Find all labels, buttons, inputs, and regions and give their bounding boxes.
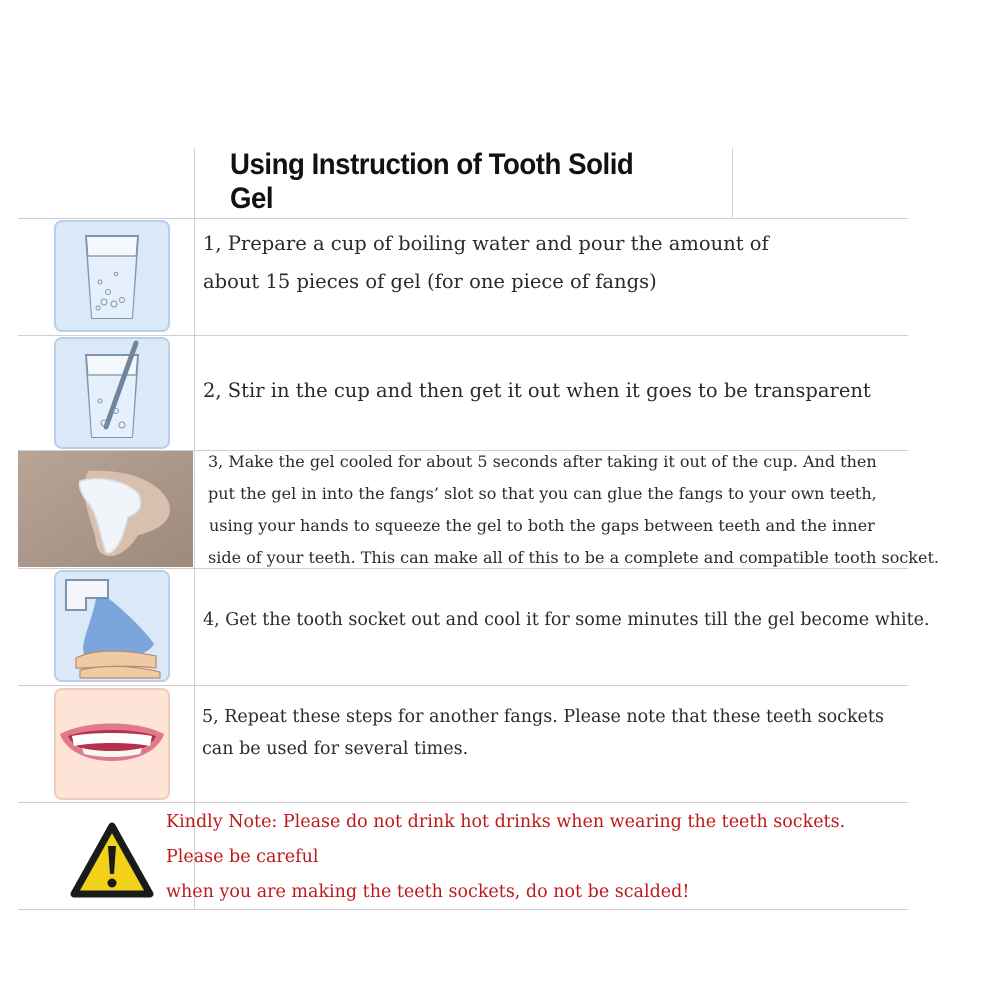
step-3-line-2: put the gel in into the fangs’ slot so that you can glue the fangs to your own teeth,	[208, 484, 877, 503]
title-right-divider	[732, 148, 733, 218]
kindly-note	[166, 805, 845, 910]
row-divider	[18, 218, 908, 219]
step-2-line-1: 2, Stir in the cup and then get it out when it goes to be transparent	[203, 379, 871, 402]
step-4-line-1: 4, Get the tooth socket out and cool it for some minutes till the gel become white.	[203, 610, 930, 630]
page-title: Using Instruction of Tooth Solid Gel	[230, 148, 634, 215]
note-line-1: Kindly Note: Please do not drink hot drinks when wearing the teeth sockets.	[166, 812, 846, 832]
gel-on-finger-photo	[18, 451, 193, 567]
step-3-line-4: side of your teeth. This can make all of this to be a complete and compatible tooth socket.	[208, 548, 939, 567]
stirring-glass-icon	[54, 337, 170, 449]
row-divider	[18, 685, 908, 686]
row-divider	[18, 802, 908, 803]
step-3-text	[205, 446, 939, 574]
smiling-teeth-icon	[54, 688, 170, 800]
step-5-line-1: 5, Repeat these steps for another fangs. Please note that these teeth sockets	[202, 707, 884, 727]
step-1-text	[203, 225, 769, 301]
glass-of-water-icon	[54, 220, 170, 332]
step-1-line-1: 1, Prepare a cup of boiling water and pour the amount of	[203, 232, 769, 255]
column-divider	[194, 148, 195, 910]
step-5-line-2: can be used for several times.	[202, 739, 469, 759]
row-divider	[18, 335, 908, 336]
step-2-text	[203, 372, 871, 410]
step-1-line-2: about 15 pieces of gel (for one piece of fangs)	[203, 270, 657, 293]
note-line-2: Please be careful	[166, 847, 319, 867]
step-4-text	[203, 604, 930, 636]
step-3-line-1: 3, Make the gel cooled for about 5 seconds after taking it out of the cup. And then	[208, 452, 877, 471]
tap-water-hands-icon	[54, 570, 170, 682]
step-3-line-3: using your hands to squeeze the gel to both the gaps between teeth and the inner	[209, 516, 875, 535]
warning-triangle-icon	[70, 822, 154, 900]
step-5-text	[202, 701, 884, 765]
note-line-3: when you are making the teeth sockets, do not be scalded!	[166, 882, 690, 902]
